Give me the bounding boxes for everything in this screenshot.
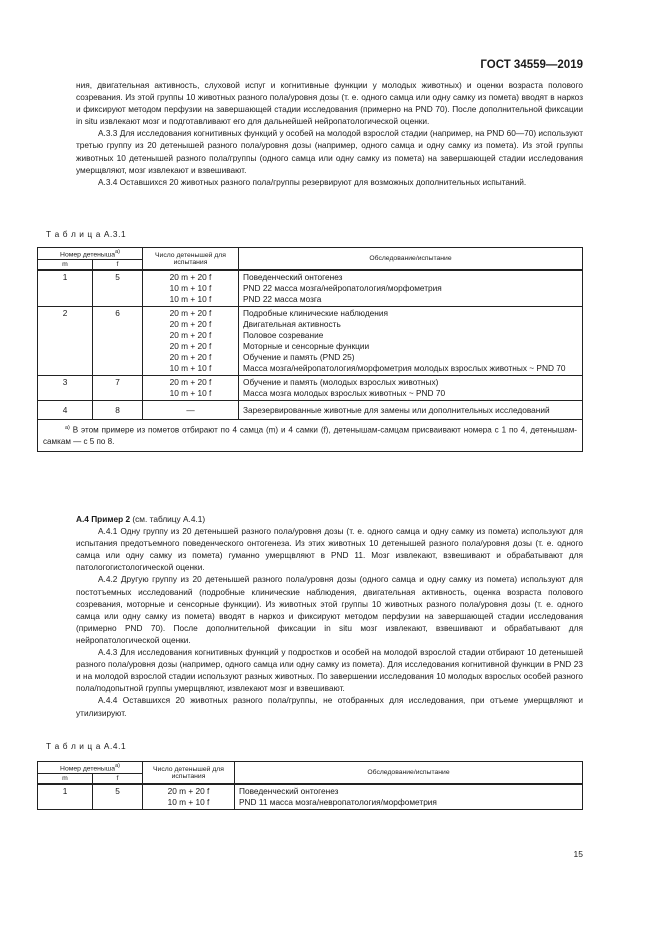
cell-exams: Зарезервированные животные для замены или дополнительных исследований xyxy=(239,401,583,420)
table-footnote: $^{а)}$ В этом примере из пометов отбирают по 4 самца (m) и 4 самки (f), детенышам-самцам присваивают номера с 1 по 4, детенышам-самкам — с 5 по 8. xyxy=(38,420,583,452)
table-row xyxy=(38,376,583,401)
section-a4 xyxy=(76,513,583,719)
header-pup-number: Номер детеныша$^{а)}$ xyxy=(38,762,143,774)
cell-f: 5 xyxy=(93,270,143,307)
table-header-row xyxy=(38,248,583,260)
header-exam: Обследование/испытание xyxy=(235,762,583,785)
table-header-row xyxy=(38,762,583,774)
paragraph-a34: А.3.4 Оставшихся 20 животных разного пола/группы резервируют для возможных дополнительных испытаний. xyxy=(98,176,527,187)
header-pup-number: Номер детеныша$^{а)}$ xyxy=(38,248,143,260)
table-a31 xyxy=(37,247,583,452)
header-m: m xyxy=(38,260,93,271)
cell-m: 3 xyxy=(38,376,93,401)
cell-counts: 20 m + 20 f 20 m + 20 f 20 m + 20 f 20 m + 20 f 20 m + 20 f 10 m + 10 f xyxy=(143,307,239,376)
header-count: Число детенышей для испытания xyxy=(143,248,239,271)
cell-m: 1 xyxy=(38,784,93,810)
cell-f: 7 xyxy=(93,376,143,401)
paragraph-a43: А.4.3 Для исследования когнитивных функций у подростков и особей на молодой взрослой стадии отбирают 10 детенышей разного пола/уровня дозы (например, одного самца или одну самку из помета). Для исследования когнитивной функции в PND 23 и на молодой взрослой стадии используют разных животных. По завершении исследования 10 молодых взрослых особей разного пола/подопытной группы умерщвляют, извлекают мозг и взвешивают. xyxy=(76,647,583,694)
cell-f: 5 xyxy=(93,784,143,810)
table-row xyxy=(38,401,583,420)
document-code: ГОСТ 34559—2019 xyxy=(480,59,583,71)
table-row xyxy=(38,270,583,307)
table-a31-caption: Т а б л и ц а А.3.1 xyxy=(46,229,127,239)
cell-exams: Поведенческий онтогенез PND 11 масса мозга/невропатология/морфометрия xyxy=(235,784,583,810)
table-a41 xyxy=(37,761,583,810)
table-row xyxy=(38,307,583,376)
table-footnote-row xyxy=(38,420,583,452)
cell-counts: 20 m + 20 f 10 m + 10 f 10 m + 10 f xyxy=(143,270,239,307)
table-a41-caption: Т а б л и ц а А.4.1 xyxy=(46,741,127,751)
section-a4-title: А.4 Пример 2 (см. таблицу А.4.1) xyxy=(76,514,206,524)
paragraph-a42: А.4.2 Другую группу из 20 детенышей разного пола/уровня дозы (одного самца и одну самку из помета) используют для постотъемных исследований (подробные клинические наблюдения, двигательная активность, оценка возраста полового созревания, моторные и сенсорные функции). Из животных этой группы 10 животных разного пола/уровня дозы (т. е. одного самца или одну самку из помета) вводят в наркоз и фиксируют методом перфузии на завершающей стадии исследования (примерно PND 70). После дополнительной фиксации in situ мозг извлекают, взвешивают и обрабатывают для нейропатологической оценки. xyxy=(76,574,583,645)
paragraph-continuation: ния, двигательная активность, слуховой испуг и когнитивные функции у молодых животных) и оценки возраста полового созревания. Из этой группы 10 животных разного пола/уровня дозы (т. е. одного самца или одну самку из помета) вводят в наркоз и фиксируют методом перфузии на завершающей стадии исследования (примерно на PND 70). После дополнительной фиксации in situ извлекают мозг и подготавливают его для дальнейшей нейропатологической оценки. xyxy=(76,80,583,127)
header-m: m xyxy=(38,774,93,785)
cell-f: 8 xyxy=(93,401,143,420)
header-f: f xyxy=(93,260,143,271)
cell-f: 6 xyxy=(93,307,143,376)
cell-m: 4 xyxy=(38,401,93,420)
cell-counts: 20 m + 20 f 10 m + 10 f xyxy=(143,784,235,810)
table-row xyxy=(38,784,583,810)
header-count: Число детенышей для испытания xyxy=(143,762,235,785)
cell-exams: Поведенческий онтогенез PND 22 масса мозга/нейропатология/морфометрия PND 22 масса мозга xyxy=(239,270,583,307)
cell-exams: Обучение и память (молодых взрослых животных) Масса мозга молодых взрослых животных ~ PND 70 xyxy=(239,376,583,401)
header-f: f xyxy=(93,774,143,785)
cell-counts: 20 m + 20 f 10 m + 10 f xyxy=(143,376,239,401)
cell-counts: — xyxy=(143,401,239,420)
paragraph-a33: А.3.3 Для исследования когнитивных функций у особей на молодой взрослой стадии (например, на PND 60—70) используют третью группу из 20 детенышей разного пола/уровня дозы (например, одного самца и одну самку из помета). Из этой группы животных 10 детенышей разного пола/группы (одного самца или одну самку из помета) на завершающей стадии исследования умерщвляют, мозг извлекают и взвешивают. xyxy=(76,128,583,175)
cell-exams: Подробные клинические наблюдения Двигательная активность Половое созревание Моторные и сенсорные функции Обучение и память (PND 25) Масса мозга/нейропатология/морфометрия молодых взрослых животных ~ PND 70 xyxy=(239,307,583,376)
cell-m: 1 xyxy=(38,270,93,307)
paragraph-a44: А.4.4 Оставшихся 20 животных разного пола/группы, не отобранных для исследования, при отъеме умерщвляют и утилизируют. xyxy=(76,695,583,718)
header-exam: Обследование/испытание xyxy=(239,248,583,271)
paragraph-a41: А.4.1 Одну группу из 20 детенышей разного пола/уровня дозы (т. е. одного самца и одну самку из помета) используют для испытания предотъемного поведенческого онтогенеза. Из этих животных 10 детенышей разного пола/уровня дозы (т. е. одного самца или одну самку из помета) гуманно умерщвляют в PND 11. Мозг извлекают, взвешивают и обрабатывают для патологогистологической оценки. xyxy=(76,526,583,573)
top-text-block xyxy=(76,79,583,188)
cell-m: 2 xyxy=(38,307,93,376)
page-number: 15 xyxy=(573,849,583,859)
